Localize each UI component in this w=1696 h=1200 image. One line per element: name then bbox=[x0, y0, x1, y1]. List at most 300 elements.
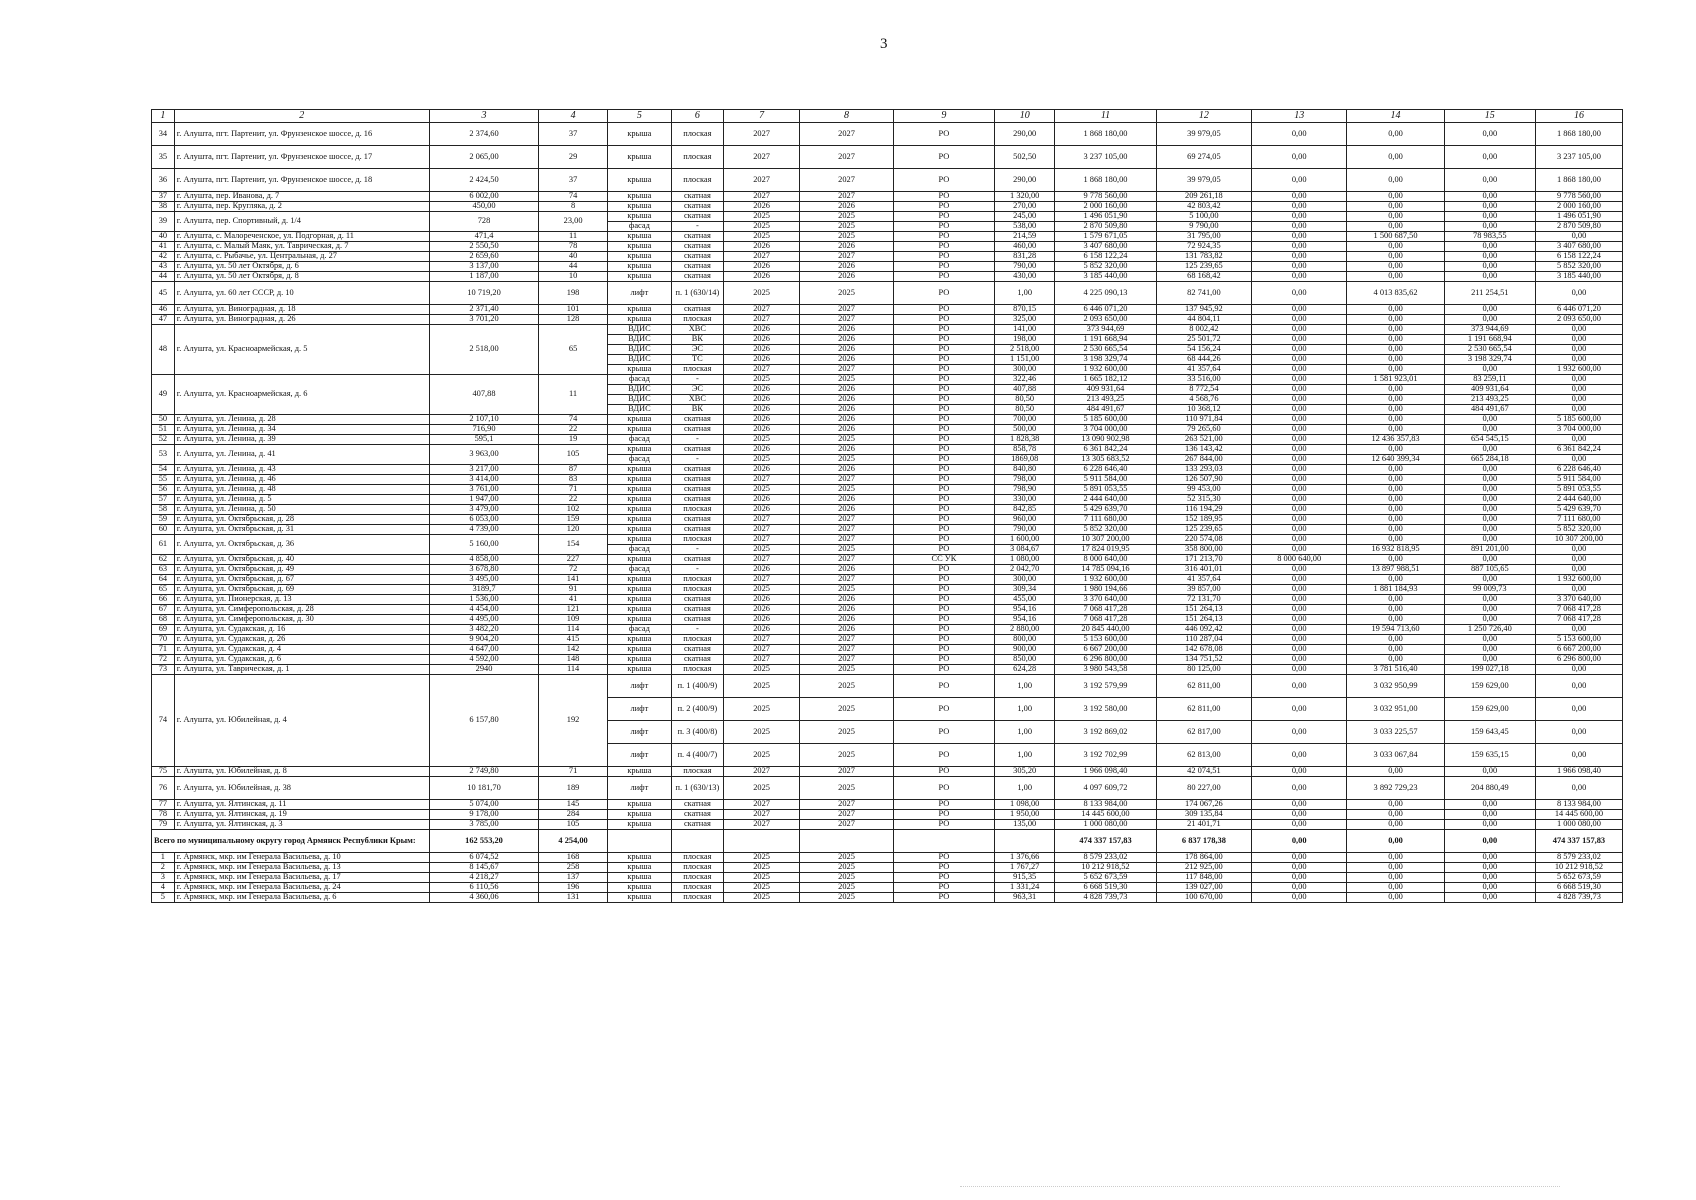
fund-subsidy-cell: 12 640 399,34 bbox=[1347, 455, 1444, 465]
fund-subsidy-cell: 3 032 950,99 bbox=[1347, 675, 1444, 698]
table-row bbox=[152, 565, 1623, 575]
row-number: 5 bbox=[152, 893, 175, 903]
plan-year-end-cell: 2026 bbox=[800, 425, 893, 435]
plan-year-start-cell: 2025 bbox=[723, 665, 800, 675]
total-cost-cell: 2 870 509,80 bbox=[1055, 222, 1157, 232]
work-type-cell: крыша bbox=[607, 585, 671, 595]
sd-cost-cell: 33 516,00 bbox=[1156, 375, 1251, 385]
plan-year-start-cell: 2027 bbox=[723, 767, 800, 777]
row-number: 78 bbox=[152, 810, 175, 820]
work-type-cell: крыша bbox=[607, 575, 671, 585]
address-cell: г. Армянск, мкр. им Генерала Васильева, д. 6 bbox=[174, 893, 429, 903]
row-number: 49 bbox=[152, 375, 175, 415]
owner-funds-cell: 0,00 bbox=[1252, 305, 1347, 315]
sd-cost-cell: 316 401,01 bbox=[1156, 565, 1251, 575]
total-cost-cell: 3 185 440,00 bbox=[1055, 272, 1157, 282]
plan-year-start-cell: 2026 bbox=[723, 565, 800, 575]
work-type-cell: крыша bbox=[607, 555, 671, 565]
work-volume-cell: 1,00 bbox=[995, 777, 1055, 800]
total-cost-cell: 5 911 584,00 bbox=[1055, 475, 1157, 485]
residents-cell: 114 bbox=[539, 625, 607, 635]
area-cell: 2 749,80 bbox=[429, 767, 539, 777]
work-type-cell: крыша bbox=[607, 605, 671, 615]
fund-subsidy-cell: 0,00 bbox=[1347, 465, 1444, 475]
total-cost-cell: 484 491,67 bbox=[1055, 405, 1157, 415]
fund-own-cell: 891 201,00 bbox=[1444, 545, 1535, 555]
work-volume-cell: 80,50 bbox=[995, 405, 1055, 415]
plan-year-start-cell: 2027 bbox=[723, 810, 800, 820]
funding-source-cell: РО bbox=[893, 883, 995, 893]
area-cell: 407,88 bbox=[429, 375, 539, 415]
work-volume-cell: 1 098,00 bbox=[995, 800, 1055, 810]
plan-year-end-cell: 2025 bbox=[800, 777, 893, 800]
funding-source-cell: РО bbox=[893, 315, 995, 325]
residents-cell: 109 bbox=[539, 615, 607, 625]
work-type-cell: ВДИС bbox=[607, 405, 671, 415]
work-volume-cell: 798,90 bbox=[995, 485, 1055, 495]
fund-capital-cell: 0,00 bbox=[1535, 335, 1622, 345]
funding-source-cell: РО bbox=[893, 645, 995, 655]
work-subtype-cell: плоская bbox=[671, 505, 723, 515]
owner-funds-cell: 0,00 bbox=[1252, 665, 1347, 675]
fund-subsidy-cell: 1 581 923,01 bbox=[1347, 375, 1444, 385]
work-subtype-cell: плоская bbox=[671, 123, 723, 146]
plan-year-start-cell: 2027 bbox=[723, 305, 800, 315]
owner-funds-cell: 0,00 bbox=[1252, 883, 1347, 893]
sd-cost-cell: 99 453,00 bbox=[1156, 485, 1251, 495]
column-number-5: 5 bbox=[607, 110, 671, 123]
fund-capital-cell: 0,00 bbox=[1535, 345, 1622, 355]
funding-source-cell: РО bbox=[893, 698, 995, 721]
funding-source-cell: РО bbox=[893, 893, 995, 903]
row-number: 2 bbox=[152, 863, 175, 873]
funding-source-cell: РО bbox=[893, 820, 995, 830]
plan-year-end-cell: 2027 bbox=[800, 555, 893, 565]
table-row bbox=[152, 820, 1623, 830]
fund-capital-cell: 1 496 051,90 bbox=[1535, 212, 1622, 222]
work-volume-cell: 305,20 bbox=[995, 767, 1055, 777]
plan-year-end-cell: 2027 bbox=[800, 810, 893, 820]
work-subtype-cell: плоская bbox=[671, 863, 723, 873]
residents-cell: 78 bbox=[539, 242, 607, 252]
total-c12: 6 837 178,38 bbox=[1156, 830, 1251, 853]
total-cost-cell: 3 192 869,02 bbox=[1055, 721, 1157, 744]
row-number: 64 bbox=[152, 575, 175, 585]
work-volume-cell: 430,00 bbox=[995, 272, 1055, 282]
area-cell: 2940 bbox=[429, 665, 539, 675]
work-type-cell: ВДИС bbox=[607, 335, 671, 345]
area-cell: 4 495,00 bbox=[429, 615, 539, 625]
work-volume-cell: 790,00 bbox=[995, 525, 1055, 535]
column-number-14: 14 bbox=[1347, 110, 1444, 123]
row-number: 37 bbox=[152, 192, 175, 202]
area-cell: 716,90 bbox=[429, 425, 539, 435]
address-cell: г. Алушта, ул. Судакская, д. 6 bbox=[174, 655, 429, 665]
fund-capital-cell: 5 891 053,55 bbox=[1535, 485, 1622, 495]
fund-capital-cell: 6 361 842,24 bbox=[1535, 445, 1622, 455]
work-subtype-cell: ЭС bbox=[671, 345, 723, 355]
total-cost-cell: 5 153 600,00 bbox=[1055, 635, 1157, 645]
funding-source-cell: СС УК bbox=[893, 555, 995, 565]
total-cost-cell: 5 852 320,00 bbox=[1055, 525, 1157, 535]
owner-funds-cell: 0,00 bbox=[1252, 820, 1347, 830]
plan-year-start-cell: 2027 bbox=[723, 146, 800, 169]
total-cost-cell: 1 932 600,00 bbox=[1055, 575, 1157, 585]
area-cell: 1 947,00 bbox=[429, 495, 539, 505]
row-number: 42 bbox=[152, 252, 175, 262]
residents-cell: 29 bbox=[539, 146, 607, 169]
fund-own-cell: 0,00 bbox=[1444, 893, 1535, 903]
work-subtype-cell: - bbox=[671, 375, 723, 385]
area-cell: 3 678,80 bbox=[429, 565, 539, 575]
fund-subsidy-cell: 0,00 bbox=[1347, 252, 1444, 262]
row-number: 68 bbox=[152, 615, 175, 625]
area-cell: 6 110,56 bbox=[429, 883, 539, 893]
fund-capital-cell: 6 446 071,20 bbox=[1535, 305, 1622, 315]
fund-own-cell: 0,00 bbox=[1444, 242, 1535, 252]
plan-year-end-cell: 2027 bbox=[800, 635, 893, 645]
plan-year-start-cell: 2026 bbox=[723, 335, 800, 345]
fund-subsidy-cell: 0,00 bbox=[1347, 505, 1444, 515]
work-subtype-cell: п. 1 (400/9) bbox=[671, 675, 723, 698]
area-cell: 4 592,00 bbox=[429, 655, 539, 665]
work-type-cell: крыша bbox=[607, 820, 671, 830]
funding-source-cell: РО bbox=[893, 744, 995, 767]
sd-cost-cell: 68 168,42 bbox=[1156, 272, 1251, 282]
work-volume-cell: 1 320,00 bbox=[995, 192, 1055, 202]
fund-capital-cell: 9 778 560,00 bbox=[1535, 192, 1622, 202]
plan-year-end-cell: 2026 bbox=[800, 615, 893, 625]
sd-cost-cell: 134 751,52 bbox=[1156, 655, 1251, 665]
owner-funds-cell: 0,00 bbox=[1252, 169, 1347, 192]
owner-funds-cell: 0,00 bbox=[1252, 415, 1347, 425]
fund-capital-cell: 2 000 160,00 bbox=[1535, 202, 1622, 212]
fund-subsidy-cell: 0,00 bbox=[1347, 405, 1444, 415]
fund-subsidy-cell: 0,00 bbox=[1347, 883, 1444, 893]
work-type-cell: крыша bbox=[607, 445, 671, 455]
fund-subsidy-cell: 3 892 729,23 bbox=[1347, 777, 1444, 800]
plan-year-end-cell: 2027 bbox=[800, 645, 893, 655]
plan-year-start-cell: 2027 bbox=[723, 655, 800, 665]
address-cell: г. Алушта, ул. Ленина, д. 34 bbox=[174, 425, 429, 435]
plan-year-start-cell: 2025 bbox=[723, 375, 800, 385]
funding-source-cell: РО bbox=[893, 425, 995, 435]
sd-cost-cell: 9 790,00 bbox=[1156, 222, 1251, 232]
area-cell: 6 074,52 bbox=[429, 853, 539, 863]
plan-year-start-cell: 2027 bbox=[723, 192, 800, 202]
sd-cost-cell: 42 074,51 bbox=[1156, 767, 1251, 777]
address-cell: г. Алушта, ул. Ленина, д. 28 bbox=[174, 415, 429, 425]
fund-capital-cell: 6 667 200,00 bbox=[1535, 645, 1622, 655]
sd-cost-cell: 137 945,92 bbox=[1156, 305, 1251, 315]
plan-year-start-cell: 2026 bbox=[723, 405, 800, 415]
fund-subsidy-cell: 0,00 bbox=[1347, 202, 1444, 212]
work-subtype-cell: плоская bbox=[671, 873, 723, 883]
work-type-cell: крыша bbox=[607, 853, 671, 863]
plan-year-start-cell: 2027 bbox=[723, 575, 800, 585]
fund-capital-cell: 7 111 680,00 bbox=[1535, 515, 1622, 525]
row-number: 36 bbox=[152, 169, 175, 192]
work-volume-cell: 135,00 bbox=[995, 820, 1055, 830]
work-volume-cell: 1869,08 bbox=[995, 455, 1055, 465]
fund-own-cell: 0,00 bbox=[1444, 555, 1535, 565]
owner-funds-cell: 0,00 bbox=[1252, 675, 1347, 698]
sd-cost-cell: 72 924,35 bbox=[1156, 242, 1251, 252]
owner-funds-cell: 0,00 bbox=[1252, 525, 1347, 535]
plan-year-start-cell: 2027 bbox=[723, 800, 800, 810]
plan-year-start-cell: 2026 bbox=[723, 242, 800, 252]
area-cell: 5 074,00 bbox=[429, 800, 539, 810]
table-row bbox=[152, 665, 1623, 675]
funding-source-cell: РО bbox=[893, 272, 995, 282]
fund-capital-cell: 0,00 bbox=[1535, 455, 1622, 465]
plan-year-start-cell: 2026 bbox=[723, 325, 800, 335]
plan-year-start-cell: 2025 bbox=[723, 863, 800, 873]
work-type-cell: крыша bbox=[607, 893, 671, 903]
work-subtype-cell: плоская bbox=[671, 853, 723, 863]
work-volume-cell: 858,78 bbox=[995, 445, 1055, 455]
row-number: 51 bbox=[152, 425, 175, 435]
address-cell: г. Алушта, ул. Октябрьская, д. 36 bbox=[174, 535, 429, 555]
address-cell: г. Алушта, ул. Виноградная, д. 18 bbox=[174, 305, 429, 315]
plan-year-end-cell: 2025 bbox=[800, 585, 893, 595]
plan-year-end-cell: 2026 bbox=[800, 335, 893, 345]
fund-capital-cell: 0,00 bbox=[1535, 395, 1622, 405]
total-cost-cell: 3 198 329,74 bbox=[1055, 355, 1157, 365]
page-number: 3 bbox=[880, 36, 888, 52]
work-volume-cell: 290,00 bbox=[995, 123, 1055, 146]
plan-year-end-cell: 2026 bbox=[800, 385, 893, 395]
owner-funds-cell: 0,00 bbox=[1252, 385, 1347, 395]
row-number: 72 bbox=[152, 655, 175, 665]
sd-cost-cell: 21 401,71 bbox=[1156, 820, 1251, 830]
owner-funds-cell: 0,00 bbox=[1252, 721, 1347, 744]
funding-source-cell: РО bbox=[893, 485, 995, 495]
work-subtype-cell: скатная bbox=[671, 212, 723, 222]
table-row bbox=[152, 883, 1623, 893]
fund-own-cell: 0,00 bbox=[1444, 169, 1535, 192]
plan-year-start-cell: 2027 bbox=[723, 365, 800, 375]
area-cell: 3 963,00 bbox=[429, 445, 539, 465]
table-row bbox=[152, 495, 1623, 505]
owner-funds-cell: 0,00 bbox=[1252, 123, 1347, 146]
work-volume-cell: 290,00 bbox=[995, 169, 1055, 192]
sd-cost-cell: 220 574,08 bbox=[1156, 535, 1251, 545]
total-cost-cell: 5 652 673,59 bbox=[1055, 873, 1157, 883]
work-volume-cell: 407,88 bbox=[995, 385, 1055, 395]
sd-cost-cell: 62 811,00 bbox=[1156, 675, 1251, 698]
owner-funds-cell: 0,00 bbox=[1252, 282, 1347, 305]
funding-source-cell: РО bbox=[893, 575, 995, 585]
owner-funds-cell: 0,00 bbox=[1252, 635, 1347, 645]
work-volume-cell: 850,00 bbox=[995, 655, 1055, 665]
fund-capital-cell: 1 868 180,00 bbox=[1535, 169, 1622, 192]
fund-own-cell: 0,00 bbox=[1444, 485, 1535, 495]
area-cell: 3 761,00 bbox=[429, 485, 539, 495]
address-cell: г. Алушта, ул. Ленина, д. 5 bbox=[174, 495, 429, 505]
address-cell: г. Алушта, ул. Октябрьская, д. 31 bbox=[174, 525, 429, 535]
funding-source-cell: РО bbox=[893, 675, 995, 698]
sd-cost-cell: 100 670,00 bbox=[1156, 893, 1251, 903]
row-number: 45 bbox=[152, 282, 175, 305]
plan-year-start-cell: 2027 bbox=[723, 535, 800, 545]
address-cell: г. Алушта, ул. Ленина, д. 43 bbox=[174, 465, 429, 475]
plan-year-start-cell: 2027 bbox=[723, 635, 800, 645]
funding-source-cell: РО bbox=[893, 455, 995, 465]
plan-year-end-cell: 2026 bbox=[800, 605, 893, 615]
total-row bbox=[152, 830, 1623, 853]
area-cell: 10 181,70 bbox=[429, 777, 539, 800]
area-cell: 6 002,00 bbox=[429, 192, 539, 202]
sd-cost-cell: 4 568,76 bbox=[1156, 395, 1251, 405]
area-cell: 2 659,60 bbox=[429, 252, 539, 262]
fund-own-cell: 0,00 bbox=[1444, 615, 1535, 625]
address-cell: г. Алушта, ул. 50 лет Октября, д. 8 bbox=[174, 272, 429, 282]
plan-year-start-cell: 2025 bbox=[723, 545, 800, 555]
table-row bbox=[152, 767, 1623, 777]
plan-year-start-cell: 2025 bbox=[723, 853, 800, 863]
column-number-7: 7 bbox=[723, 110, 800, 123]
table-row bbox=[152, 777, 1623, 800]
plan-year-end-cell: 2025 bbox=[800, 435, 893, 445]
work-volume-cell: 502,50 bbox=[995, 146, 1055, 169]
fund-own-cell: 373 944,69 bbox=[1444, 325, 1535, 335]
fund-own-cell: 0,00 bbox=[1444, 272, 1535, 282]
area-cell: 595,1 bbox=[429, 435, 539, 445]
row-number: 61 bbox=[152, 535, 175, 555]
fund-subsidy-cell: 0,00 bbox=[1347, 222, 1444, 232]
plan-year-end-cell: 2025 bbox=[800, 698, 893, 721]
plan-year-start-cell: 2025 bbox=[723, 777, 800, 800]
funding-source-cell: РО bbox=[893, 665, 995, 675]
plan-year-start-cell: 2026 bbox=[723, 465, 800, 475]
plan-year-start-cell: 2027 bbox=[723, 475, 800, 485]
total-cost-cell: 13 090 902,98 bbox=[1055, 435, 1157, 445]
total-empty-cell bbox=[723, 830, 800, 853]
row-number: 57 bbox=[152, 495, 175, 505]
fund-own-cell: 0,00 bbox=[1444, 575, 1535, 585]
address-cell: г. Алушта, ул. Октябрьская, д. 69 bbox=[174, 585, 429, 595]
plan-year-start-cell: 2026 bbox=[723, 595, 800, 605]
table-row bbox=[152, 853, 1623, 863]
plan-year-start-cell: 2025 bbox=[723, 455, 800, 465]
fund-capital-cell: 0,00 bbox=[1535, 585, 1622, 595]
residents-cell: 102 bbox=[539, 505, 607, 515]
address-cell: г. Алушта, ул. Таврическая, д. 1 bbox=[174, 665, 429, 675]
plan-year-end-cell: 2027 bbox=[800, 146, 893, 169]
owner-funds-cell: 0,00 bbox=[1252, 272, 1347, 282]
table-row bbox=[152, 595, 1623, 605]
total-cost-cell: 6 158 122,24 bbox=[1055, 252, 1157, 262]
work-type-cell: ВДИС bbox=[607, 385, 671, 395]
residents-cell: 40 bbox=[539, 252, 607, 262]
sd-cost-cell: 263 521,00 bbox=[1156, 435, 1251, 445]
residents-cell: 415 bbox=[539, 635, 607, 645]
work-subtype-cell: скатная bbox=[671, 525, 723, 535]
plan-year-end-cell: 2025 bbox=[800, 744, 893, 767]
fund-subsidy-cell: 0,00 bbox=[1347, 365, 1444, 375]
owner-funds-cell: 0,00 bbox=[1252, 767, 1347, 777]
fund-capital-cell: 1 932 600,00 bbox=[1535, 365, 1622, 375]
plan-year-end-cell: 2025 bbox=[800, 675, 893, 698]
sd-cost-cell: 5 100,00 bbox=[1156, 212, 1251, 222]
total-cost-cell: 1 932 600,00 bbox=[1055, 365, 1157, 375]
work-subtype-cell: ВК bbox=[671, 335, 723, 345]
work-type-cell: крыша bbox=[607, 863, 671, 873]
area-cell: 4 858,00 bbox=[429, 555, 539, 565]
row-number: 76 bbox=[152, 777, 175, 800]
row-number: 39 bbox=[152, 212, 175, 232]
table-row bbox=[152, 435, 1623, 445]
area-cell: 3 217,00 bbox=[429, 465, 539, 475]
funding-source-cell: РО bbox=[893, 721, 995, 744]
fund-own-cell: 0,00 bbox=[1444, 535, 1535, 545]
work-volume-cell: 214,59 bbox=[995, 232, 1055, 242]
sd-cost-cell: 133 293,03 bbox=[1156, 465, 1251, 475]
table-row bbox=[152, 445, 1623, 455]
address-cell: г. Алушта, ул. Ленина, д. 39 bbox=[174, 435, 429, 445]
residents-cell: 87 bbox=[539, 465, 607, 475]
total-cost-cell: 3 192 702,99 bbox=[1055, 744, 1157, 767]
fund-own-cell: 0,00 bbox=[1444, 425, 1535, 435]
table-row bbox=[152, 605, 1623, 615]
address-cell: г. Алушта, ул. Октябрьская, д. 40 bbox=[174, 555, 429, 565]
row-number: 41 bbox=[152, 242, 175, 252]
owner-funds-cell: 0,00 bbox=[1252, 405, 1347, 415]
area-cell: 6 157,80 bbox=[429, 675, 539, 767]
fund-subsidy-cell: 3 033 067,84 bbox=[1347, 744, 1444, 767]
plan-year-end-cell: 2026 bbox=[800, 242, 893, 252]
work-subtype-cell: п. 2 (400/9) bbox=[671, 698, 723, 721]
sd-cost-cell: 174 067,26 bbox=[1156, 800, 1251, 810]
funding-source-cell: РО bbox=[893, 625, 995, 635]
fund-subsidy-cell: 1 881 184,93 bbox=[1347, 585, 1444, 595]
work-volume-cell: 960,00 bbox=[995, 515, 1055, 525]
area-cell: 3189,7 bbox=[429, 585, 539, 595]
fund-subsidy-cell: 0,00 bbox=[1347, 445, 1444, 455]
row-number: 77 bbox=[152, 800, 175, 810]
fund-subsidy-cell: 0,00 bbox=[1347, 395, 1444, 405]
total-cost-cell: 2 093 650,00 bbox=[1055, 315, 1157, 325]
work-subtype-cell: скатная bbox=[671, 252, 723, 262]
owner-funds-cell: 0,00 bbox=[1252, 615, 1347, 625]
address-cell: г. Алушта, ул. Ялтинская, д. 11 bbox=[174, 800, 429, 810]
funding-source-cell: РО bbox=[893, 365, 995, 375]
plan-year-start-cell: 2026 bbox=[723, 425, 800, 435]
plan-year-end-cell: 2026 bbox=[800, 272, 893, 282]
sd-cost-cell: 152 189,95 bbox=[1156, 515, 1251, 525]
plan-year-start-cell: 2026 bbox=[723, 605, 800, 615]
row-number: 75 bbox=[152, 767, 175, 777]
work-type-cell: лифт bbox=[607, 721, 671, 744]
address-cell: г. Алушта, ул. Судакская, д. 4 bbox=[174, 645, 429, 655]
owner-funds-cell: 0,00 bbox=[1252, 545, 1347, 555]
fund-own-cell: 484 491,67 bbox=[1444, 405, 1535, 415]
fund-subsidy-cell: 0,00 bbox=[1347, 345, 1444, 355]
work-subtype-cell: п. 4 (400/7) bbox=[671, 744, 723, 767]
work-subtype-cell: скатная bbox=[671, 495, 723, 505]
row-number: 50 bbox=[152, 415, 175, 425]
fund-own-cell: 1 191 668,94 bbox=[1444, 335, 1535, 345]
fund-subsidy-cell: 16 932 818,95 bbox=[1347, 545, 1444, 555]
sd-cost-cell: 110 971,84 bbox=[1156, 415, 1251, 425]
area-cell: 1 187,00 bbox=[429, 272, 539, 282]
column-number-4: 4 bbox=[539, 110, 607, 123]
sd-cost-cell: 117 848,00 bbox=[1156, 873, 1251, 883]
area-cell: 9 904,20 bbox=[429, 635, 539, 645]
plan-year-end-cell: 2025 bbox=[800, 545, 893, 555]
plan-year-start-cell: 2027 bbox=[723, 123, 800, 146]
